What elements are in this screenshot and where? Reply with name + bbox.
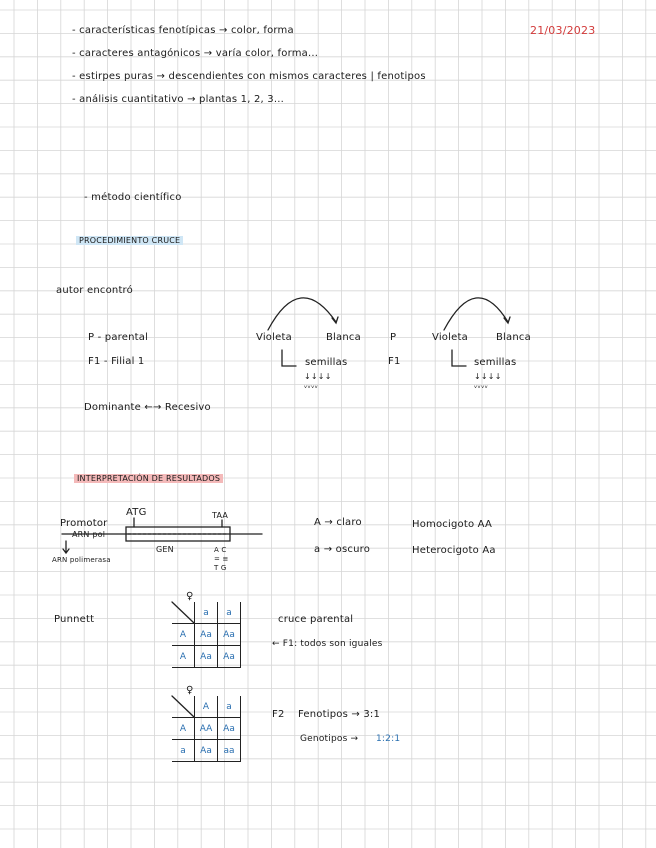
section-heading-procedimiento: PROCEDIMIENTO CRUCE [76,236,183,245]
punnett-cell: Aa [195,740,218,762]
punnett-cell: Aa [218,718,241,740]
atg-label: ATG [126,507,147,518]
punnett1-symbol-female: ♀ [186,591,194,602]
heterocigoto-label: Heterocigoto Aa [412,545,496,556]
cross1-right: Blanca [326,332,361,343]
arn-pol-label: ARN polimerasa [52,556,111,564]
f1-mark: F1 [388,356,401,367]
punnett-row-header: A [172,624,195,646]
cross2-bracket [452,350,466,366]
p-mark: P [390,332,397,343]
fenotipos-ratio: Fenotipos → 3:1 [298,709,381,720]
cross1-seed-marks: ᵥᵥᵥᵥ [304,381,319,390]
punnett-cell: Aa [195,624,218,646]
punnett-col-header: A [195,696,218,718]
section-heading-interpretacion: INTERPRETACIÓN DE RESULTADOS [74,474,223,483]
punnett-cell: Aa [195,646,218,668]
base-pairs-bot: T G [214,564,227,572]
gen-label: GEN [156,545,174,554]
cross1-arc [268,298,336,330]
genotipos-ratio: 1:2:1 [376,734,401,744]
metodo-line: - método científico [84,192,182,203]
punnett-cell: Aa [218,624,241,646]
punnett-corner [172,696,195,718]
cross2-right: Blanca [496,332,531,343]
cross1-seeds: semillas [305,357,348,368]
punnett-corner [172,602,195,624]
punnett-col-header: a [195,602,218,624]
genotipos-label: Genotipos → [300,734,359,744]
gene-box [126,527,230,541]
punnett-col-header: a [218,602,241,624]
cross1-arc-arrowhead [332,317,338,323]
punnett-table-2 [172,696,241,762]
autor-label: autor encontró [56,285,133,296]
cross2-arc [444,298,508,330]
promotor-label: Promotor [60,518,108,529]
punnett-cell: Aa [218,646,241,668]
punnett-col-header: a [218,696,241,718]
cross1-arrows: ↓↓↓↓ [304,372,332,381]
base-pairs-top: A C [214,546,227,554]
f2-mark: F2 [272,709,285,720]
f1-iguales-note: ← F1: todos son iguales [272,639,383,649]
punnett-label: Punnett [54,614,95,625]
punnett-row-header: A [172,646,195,668]
punnett-row-header: A [172,718,195,740]
arn-pol-arrow [63,541,69,553]
cruce-parental-note: cruce parental [278,614,354,625]
cross2-seeds: semillas [474,357,517,368]
rule-oscuro: a → oscuro [314,544,371,555]
note-line: - estirpes puras → descendientes con mismos caracteres | fenotipos [72,71,426,82]
punnett-cell: AA [195,718,218,740]
punnett2-symbol-female: ♀ [186,685,194,696]
cross2-arrows: ↓↓↓↓ [474,372,502,381]
date-label: 21/03/2023 [530,24,596,37]
punnett-cell: aa [218,740,241,762]
cross1-left: Violeta [256,332,292,343]
homocigoto-label: Homocigoto AA [412,519,493,530]
cross2-arc-arrowhead [504,317,510,323]
punnett-table-1 [172,602,241,668]
cross2-seed-marks: ᵥᵥᵥᵥ [474,381,489,390]
rule-claro: A → claro [314,517,362,528]
filial-label: F1 - Filial 1 [88,356,145,367]
parental-label: P - parental [88,332,149,343]
punnett-row-header: a [172,740,195,762]
cross1-bracket [282,350,296,366]
note-line: - características fenotípicas → color, forma [72,25,294,36]
dominante-label: Dominante ←→ Recesivo [84,402,211,413]
promotor-sub-label: ARN pol [72,530,106,539]
note-line: - caracteres antagónicos → varía color, forma... [72,48,319,59]
taa-label: TAA [212,511,229,520]
base-pairs-mid: = ≡ [214,555,229,563]
note-line: - análisis cuantitativo → plantas 1, 2, 3... [72,94,285,105]
cross2-left: Violeta [432,332,468,343]
